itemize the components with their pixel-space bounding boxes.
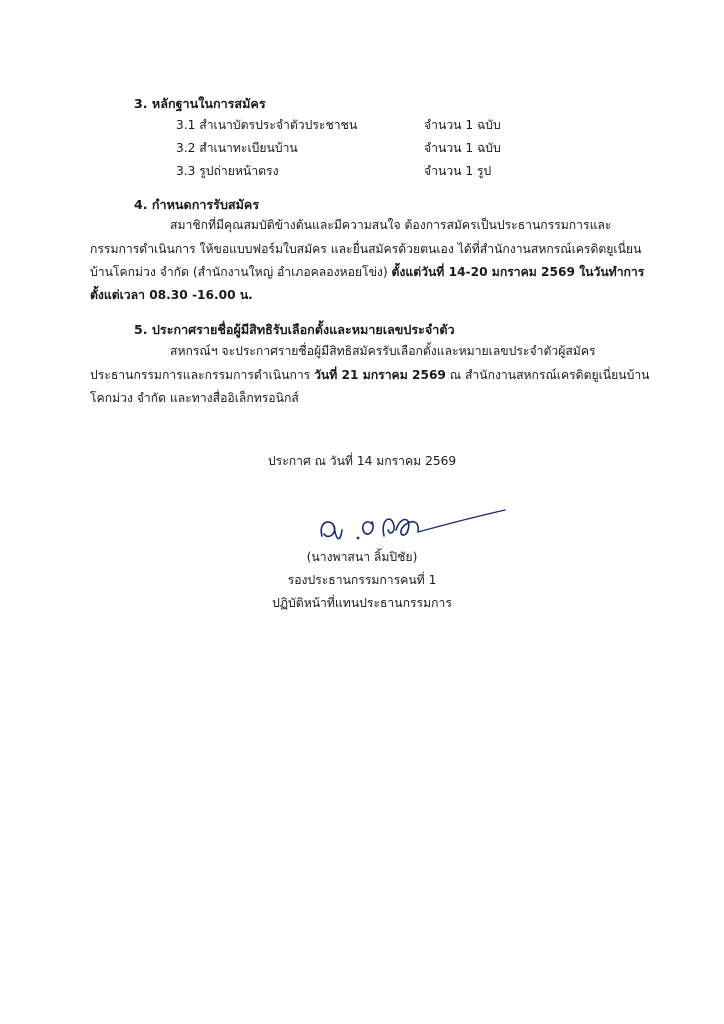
signature-image	[300, 500, 510, 550]
section-5-line-2	[90, 366, 650, 385]
document-item	[176, 162, 576, 180]
announcement-date-line: ประกาศ ณ วันที่ 14 มกราคม 2569	[267, 454, 457, 468]
section-4-line-2: กรรมการดำเนินการ ให้ขอแบบฟอร์มใบสมัคร และยื่นสมัครด้วยตนเอง ได้ที่สำนักงานสหกรณ์เครดิตยูเนี่ยน	[90, 242, 642, 256]
section-5-line-3: โคกม่วง จำกัด และทางสื่ออิเล็กทรอนิกส์	[90, 391, 299, 405]
section-4-line-3-text: บ้านโคกม่วง จำกัด (สำนักงานใหญ่ อำเภอคลองหอยโข่ง)	[90, 265, 392, 279]
application-hours: ตั้งแต่เวลา 08.30 -16.00 น.	[90, 288, 253, 302]
signatory-name: (นางพาสนา ลิ้มปิชัย)	[306, 550, 418, 564]
section-5-line-2-text: ประธานกรรมการและกรรมการดำเนินการ	[90, 368, 315, 382]
application-period: ตั้งแต่วันที่ 14-20 มกราคม 2569 ในวันทำการ	[391, 265, 645, 279]
document-item-label: 3.2 สำเนาทะเบียนบ้าน	[176, 141, 298, 155]
document-item	[176, 116, 576, 134]
section-5-heading: 5. ประกาศรายชื่อผู้มีสิทธิรับเลือกตั้งและหมายเลขประจำตัว	[134, 322, 455, 337]
document-item-quantity: จำนวน 1 ฉบับ	[424, 141, 501, 155]
section-4-line-3	[90, 263, 644, 282]
document-item-label: 3.1 สำเนาบัตรประจำตัวประชาชน	[176, 118, 358, 132]
document-item-quantity: จำนวน 1 ฉบับ	[424, 118, 501, 132]
document-item-label: 3.3 รูปถ่ายหน้าตรง	[176, 164, 279, 178]
section-5-line-2-tail: ณ สำนักงานสหกรณ์เครดิตยูเนี่ยนบ้าน	[445, 368, 650, 382]
section-4-heading: 4. กำหนดการรับสมัคร	[134, 197, 260, 212]
signatory-acting-role: ปฏิบัติหน้าที่แทนประธานกรรมการ	[272, 596, 452, 610]
section-3-heading: 3. หลักฐานในการสมัคร	[134, 96, 266, 111]
signatory-position: รองประธานกรรมการคนที่ 1	[287, 573, 437, 587]
announcement-date: วันที่ 21 มกราคม 2569	[314, 368, 446, 382]
document-item	[176, 139, 576, 157]
section-4-line-1: สมาชิกที่มีคุณสมบัติข้างต้นและมีความสนใจ ต้องการสมัครเป็นประธานกรรมการและ	[170, 218, 612, 232]
document-item-quantity: จำนวน 1 รูป	[424, 164, 492, 178]
section-5-line-1: สหกรณ์ฯ จะประกาศรายชื่อผู้มีสิทธิสมัครรับเลือกตั้งและหมายเลขประจำตัวผู้สมัคร	[170, 344, 596, 358]
